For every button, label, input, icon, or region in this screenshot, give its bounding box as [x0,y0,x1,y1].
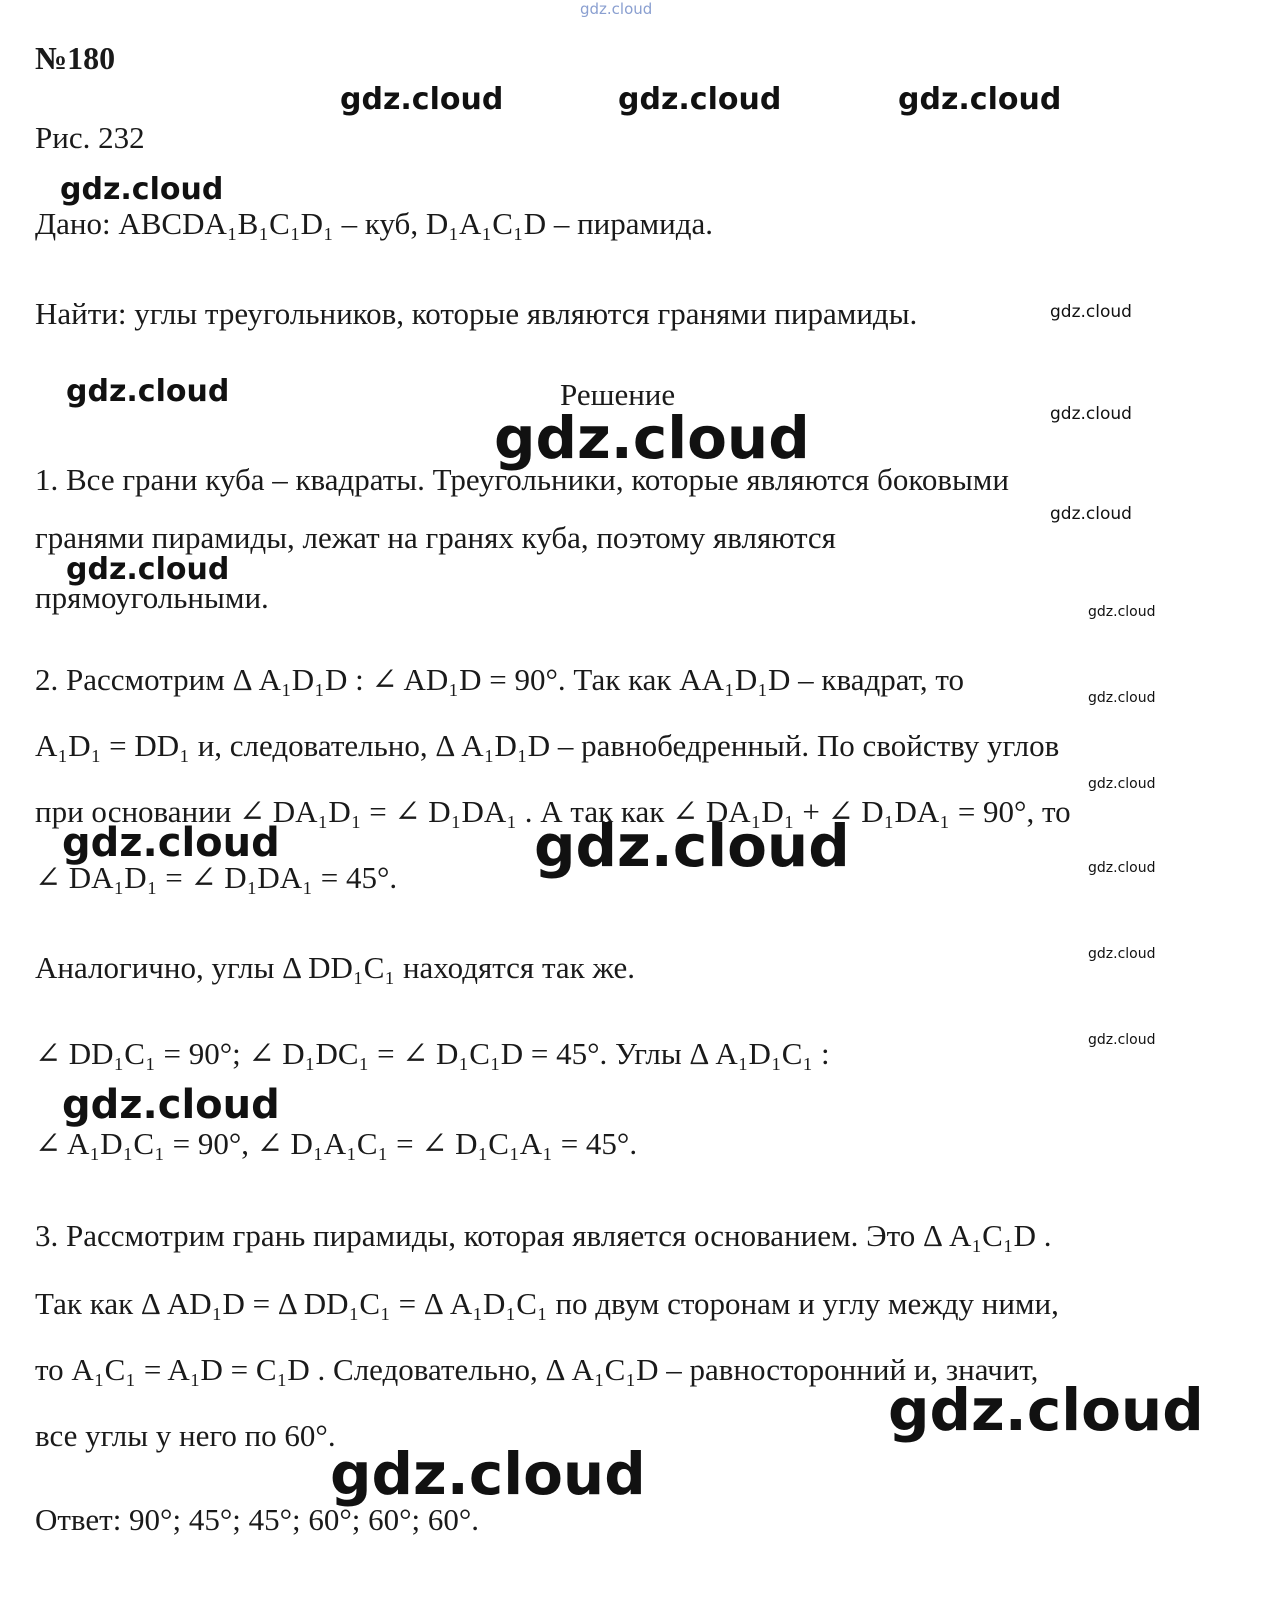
watermark: gdz.cloud [898,82,1062,117]
step3-line: все углы у него по 60°. [35,1418,336,1453]
watermark: gdz.cloud [888,1376,1204,1444]
analog-line: ∠ DD₁C₁ = 90°; ∠ D₁DC₁ = ∠ D₁C₁D = 45°. Углы Δ A₁D₁C₁ : [35,1036,830,1071]
watermark: gdz.cloud [66,374,230,409]
watermark: gdz.cloud [494,404,810,472]
watermark: gdz.cloud [1050,504,1132,524]
answer-line: Ответ: 90°; 45°; 45°; 60°; 60°; 60°. [35,1502,480,1537]
step1-line: 1. Все грани куба – квадраты. Треугольники, которые являются боковыми [35,462,1009,497]
step2-line: A₁D₁ = DD₁ и, следовательно, Δ A₁D₁D – равнобедренный. По свойству углов [35,728,1060,763]
watermark: gdz.cloud [66,552,230,587]
watermark: gdz.cloud [1088,860,1156,876]
watermark: gdz.cloud [1088,690,1156,706]
solution-heading: Решение [560,377,676,412]
watermark: gdz.cloud [580,0,653,18]
watermark: gdz.cloud [60,172,224,207]
figure-reference: Рис. 232 [35,120,145,155]
problem-number: №180 [35,40,116,76]
step1-line: прямоугольными. [35,580,269,615]
watermark: gdz.cloud [534,812,850,880]
watermark: gdz.cloud [62,820,280,866]
watermark: gdz.cloud [1088,1032,1156,1048]
watermark: gdz.cloud [340,82,504,117]
step1-line: гранями пирамиды, лежат на гранях куба, поэтому являются [35,520,836,555]
step3-line: 3. Рассмотрим грань пирамиды, которая является основанием. Это Δ A₁C₁D . [35,1218,1052,1253]
watermark: gdz.cloud [1088,946,1156,962]
find-statement: Найти: углы треугольников, которые являются гранями пирамиды. [35,296,918,331]
watermark: gdz.cloud [1088,776,1156,792]
step2-line: ∠ DA₁D₁ = ∠ D₁DA₁ = 45°. [35,860,398,895]
watermark: gdz.cloud [62,1082,280,1128]
step2-line: при основании ∠ DA₁D₁ = ∠ D₁DA₁ . А так как ∠ DA₁D₁ + ∠ D₁DA₁ = 90°, то [35,794,1071,829]
analog-line: ∠ A₁D₁C₁ = 90°, ∠ D₁A₁C₁ = ∠ D₁C₁A₁ = 45°. [35,1126,638,1161]
step3-line: Так как Δ AD₁D = Δ DD₁C₁ = Δ A₁D₁C₁ по двум сторонам и углу между ними, [35,1286,1059,1321]
watermark: gdz.cloud [618,82,782,117]
analog-line: Аналогично, углы Δ DD₁C₁ находятся так же. [35,950,635,985]
step3-line: то A₁C₁ = A₁D = C₁D . Следовательно, Δ A₁C₁D – равносторонний и, значит, [35,1352,1039,1387]
watermark: gdz.cloud [1088,604,1156,620]
watermark: gdz.cloud [1050,302,1132,322]
step2-line: 2. Рассмотрим Δ A₁D₁D : ∠ AD₁D = 90°. Так как AA₁D₁D – квадрат, то [35,662,965,697]
watermark: gdz.cloud [330,1440,646,1508]
watermark: gdz.cloud [1050,404,1132,424]
given-statement: Дано: ABCDA₁B₁C₁D₁ – куб, D₁A₁C₁D – пирамида. [35,206,714,241]
